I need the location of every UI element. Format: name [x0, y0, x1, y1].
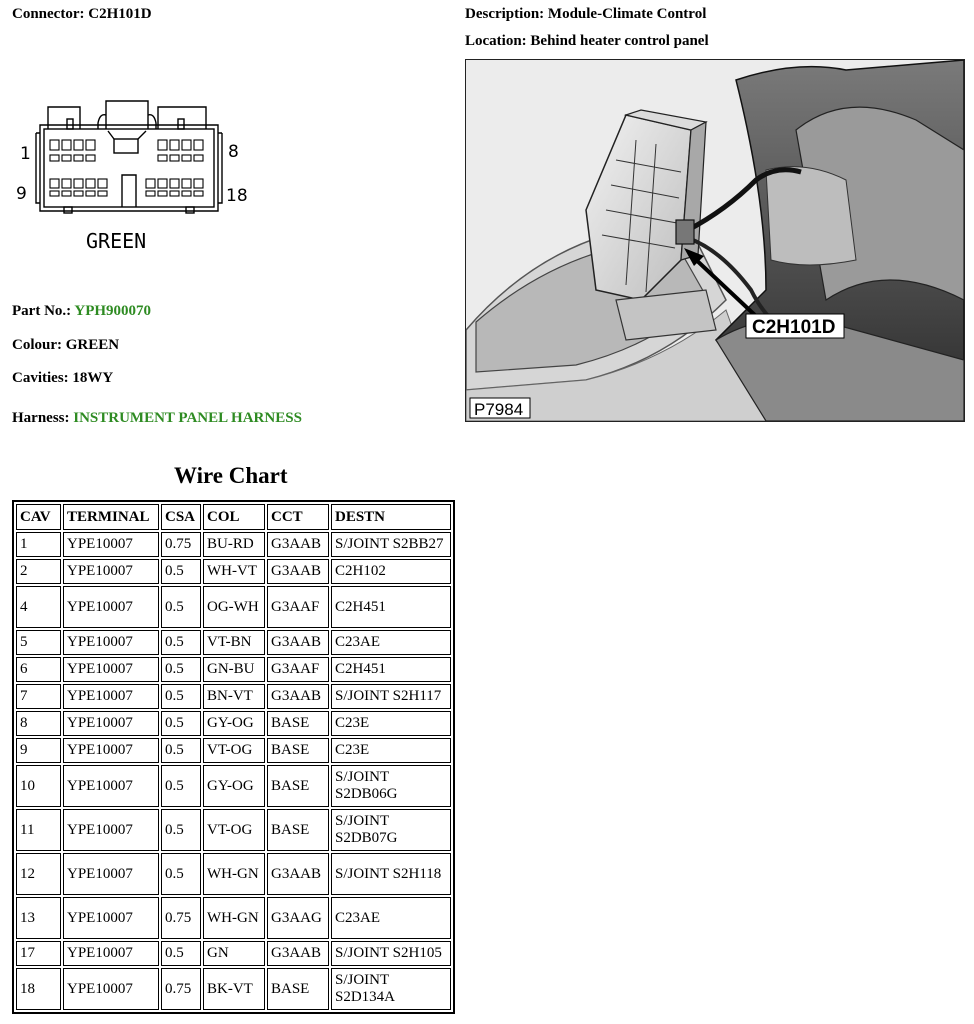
table-row: [16, 711, 451, 736]
part-number-label: Part No.:: [12, 303, 72, 319]
cell-csa: 0.5: [161, 559, 201, 584]
photo-callout-label: C2H101D: [752, 317, 836, 338]
cell-cct: G3AAB: [267, 853, 329, 895]
cell-destn: C2H451: [331, 586, 451, 628]
cell-terminal: YPE10007: [63, 532, 159, 557]
cell-col: GY-OG: [203, 711, 265, 736]
colour-label: Colour:: [12, 337, 62, 353]
table-row: [16, 586, 451, 628]
table-header-row: [16, 504, 451, 530]
wire-chart-title: Wire Chart: [174, 463, 288, 488]
table-row: [16, 738, 451, 763]
cell-csa: 0.5: [161, 630, 201, 655]
header-destn: DESTN: [331, 504, 451, 530]
cell-cav: 4: [16, 586, 61, 628]
cell-cct: BASE: [267, 809, 329, 851]
header-col: COL: [203, 504, 265, 530]
cell-destn: S/JOINT S2DB06G: [331, 765, 451, 807]
cell-cct: G3AAG: [267, 897, 329, 939]
wire-chart-table: [12, 500, 455, 1014]
cell-col: WH-VT: [203, 559, 265, 584]
colour-line: [12, 337, 119, 354]
cavities-label: Cavities:: [12, 370, 69, 386]
cell-cav: 9: [16, 738, 61, 763]
connector-face-diagram: [10, 95, 260, 260]
cell-csa: 0.75: [161, 897, 201, 939]
cell-destn: S/JOINT S2D134A: [331, 968, 451, 1010]
cell-terminal: YPE10007: [63, 559, 159, 584]
cell-csa: 0.5: [161, 941, 201, 966]
cell-terminal: YPE10007: [63, 657, 159, 682]
part-number-line: [12, 303, 151, 320]
cell-cct: G3AAB: [267, 532, 329, 557]
table-row: [16, 968, 451, 1010]
cell-destn: S/JOINT S2H105: [331, 941, 451, 966]
table-row: [16, 897, 451, 939]
cavities-line: [12, 370, 113, 387]
cell-csa: 0.5: [161, 657, 201, 682]
connector-line: [12, 6, 152, 23]
cell-cav: 2: [16, 559, 61, 584]
description-line: [465, 6, 706, 23]
harness-link[interactable]: INSTRUMENT PANEL HARNESS: [73, 410, 302, 426]
cell-csa: 0.5: [161, 809, 201, 851]
cell-col: VT-OG: [203, 738, 265, 763]
cell-csa: 0.75: [161, 968, 201, 1010]
pin-label-1: 1: [20, 144, 31, 164]
header-csa: CSA: [161, 504, 201, 530]
cell-col: GY-OG: [203, 765, 265, 807]
cell-csa: 0.5: [161, 684, 201, 709]
harness-label: Harness:: [12, 410, 70, 426]
part-number-link[interactable]: YPH900070: [74, 303, 152, 319]
cell-destn: C23AE: [331, 897, 451, 939]
cell-csa: 0.5: [161, 738, 201, 763]
header-terminal: TERMINAL: [63, 504, 159, 530]
cell-cct: G3AAB: [267, 941, 329, 966]
cell-col: GN: [203, 941, 265, 966]
cell-terminal: YPE10007: [63, 630, 159, 655]
cell-destn: C23AE: [331, 630, 451, 655]
cell-cav: 11: [16, 809, 61, 851]
cell-terminal: YPE10007: [63, 765, 159, 807]
cell-col: WH-GN: [203, 897, 265, 939]
cell-terminal: YPE10007: [63, 941, 159, 966]
cell-cav: 18: [16, 968, 61, 1010]
colour-value: GREEN: [65, 337, 120, 353]
cell-terminal: YPE10007: [63, 738, 159, 763]
cell-terminal: YPE10007: [63, 968, 159, 1010]
cell-destn: S/JOINT S2H118: [331, 853, 451, 895]
cell-csa: 0.5: [161, 711, 201, 736]
photo-ref-label: P7984: [474, 400, 524, 419]
location-label: Location:: [465, 33, 527, 49]
table-row: [16, 559, 451, 584]
cell-terminal: YPE10007: [63, 586, 159, 628]
cell-cav: 8: [16, 711, 61, 736]
cell-terminal: YPE10007: [63, 853, 159, 895]
pin-label-9: 9: [16, 184, 27, 204]
connector-value: C2H101D: [88, 6, 152, 22]
cell-destn: C2H102: [331, 559, 451, 584]
table-row: [16, 657, 451, 682]
harness-line: [12, 410, 302, 427]
cell-cct: BASE: [267, 765, 329, 807]
cell-cct: BASE: [267, 738, 329, 763]
cell-destn: S/JOINT S2BB27: [331, 532, 451, 557]
table-row: [16, 765, 451, 807]
cell-col: BK-VT: [203, 968, 265, 1010]
table-row: [16, 532, 451, 557]
cell-csa: 0.5: [161, 765, 201, 807]
cell-csa: 0.75: [161, 532, 201, 557]
table-row: [16, 684, 451, 709]
table-row: [16, 941, 451, 966]
cell-cav: 10: [16, 765, 61, 807]
cell-col: BU-RD: [203, 532, 265, 557]
cell-col: GN-BU: [203, 657, 265, 682]
cell-csa: 0.5: [161, 853, 201, 895]
cell-col: VT-BN: [203, 630, 265, 655]
pin-label-18: 18: [226, 186, 248, 206]
location-value: Behind heater control panel: [530, 33, 709, 49]
location-line: [465, 33, 709, 50]
cell-destn: C2H451: [331, 657, 451, 682]
cell-cav: 17: [16, 941, 61, 966]
table-row: [16, 809, 451, 851]
cell-csa: 0.5: [161, 586, 201, 628]
cell-col: BN-VT: [203, 684, 265, 709]
cell-destn: C23E: [331, 738, 451, 763]
header-cct: CCT: [267, 504, 329, 530]
cell-cav: 12: [16, 853, 61, 895]
cell-cct: G3AAB: [267, 559, 329, 584]
location-illustration: [466, 60, 964, 421]
description-value: Module-Climate Control: [547, 6, 707, 22]
cell-cct: G3AAF: [267, 586, 329, 628]
table-row: [16, 630, 451, 655]
cell-cct: G3AAB: [267, 684, 329, 709]
pin-label-8: 8: [228, 142, 239, 162]
cell-cav: 6: [16, 657, 61, 682]
cell-terminal: YPE10007: [63, 897, 159, 939]
cell-cct: BASE: [267, 968, 329, 1010]
cell-cav: 7: [16, 684, 61, 709]
cell-cav: 1: [16, 532, 61, 557]
cell-cav: 5: [16, 630, 61, 655]
cell-terminal: YPE10007: [63, 809, 159, 851]
cell-terminal: YPE10007: [63, 711, 159, 736]
cell-cct: G3AAB: [267, 630, 329, 655]
cell-destn: S/JOINT S2H117: [331, 684, 451, 709]
cell-terminal: YPE10007: [63, 684, 159, 709]
cell-cct: G3AAF: [267, 657, 329, 682]
header-cav: CAV: [16, 504, 61, 530]
connector-label: Connector:: [12, 6, 85, 22]
cell-col: VT-OG: [203, 809, 265, 851]
cell-destn: C23E: [331, 711, 451, 736]
diagram-colour-caption: GREEN: [86, 229, 147, 253]
description-label: Description:: [465, 6, 545, 22]
location-photo: [465, 59, 965, 422]
cell-col: OG-WH: [203, 586, 265, 628]
cell-col: WH-GN: [203, 853, 265, 895]
cell-cct: BASE: [267, 711, 329, 736]
cavities-value: 18WY: [72, 370, 114, 386]
table-row: [16, 853, 451, 895]
cell-cav: 13: [16, 897, 61, 939]
cell-destn: S/JOINT S2DB07G: [331, 809, 451, 851]
